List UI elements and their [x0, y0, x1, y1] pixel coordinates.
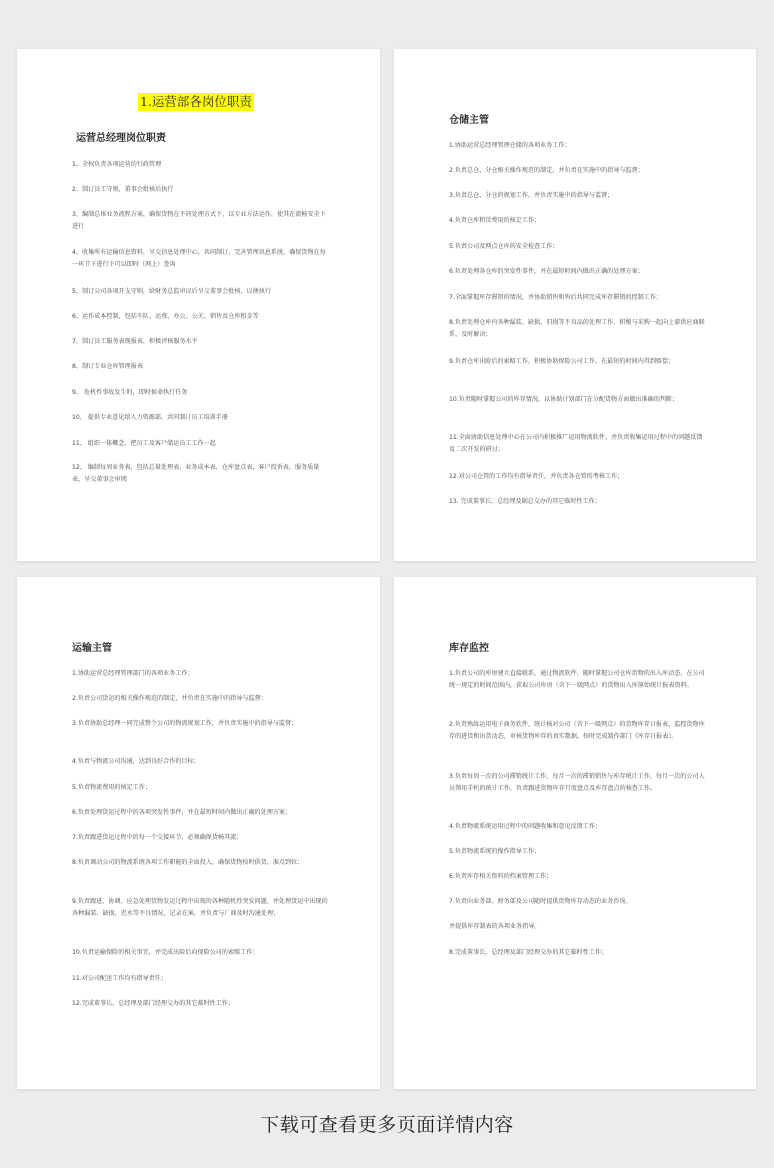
list-item: 10.负责运输保险的相关事宜，并完成出险后向保险公司的索赔工作； — [72, 949, 259, 956]
list-item: 11.全面协助信息处理中心在公司内积极推广运用物流软件，并负责收集运用过程中的问题反馈及二次开发的研讨； — [449, 434, 703, 453]
list-item: 6.负责处理货运过程中的各项突发性事件，并在最短时间内做出正确的处理方案； — [72, 809, 292, 816]
list-item: 5.负责公司及网点仓库的安全检查工作； — [449, 243, 559, 250]
list-item: 9.负责跟进、协调、应急处理货物发运过程中出现的各种随机性突发问题，并处理货运中出现的各种漏装、缺损、迟水等不良情况，记录在案，并负责与厂商及时沟通处理； — [72, 898, 328, 917]
list-item: 1.负责公司的库房建立直接联系，通过物流软件，随时掌握公司仓库货物的出入库动态，在公司统一规定的时间范围内，获取公司库房（含下一级网点）的货物出入库原始统计报表资料。 — [449, 670, 705, 689]
list-item: 6、运作成本控制，包括车队、运费、办公、公关、销售及仓库租金等 — [72, 313, 259, 320]
section-heading: 运营总经理岗位职责 — [76, 133, 166, 144]
list-item: 11、 组织一体概念，把员工及客户储运员工工作一起 — [72, 440, 216, 447]
list-item: 9、 危机性事故发生时，即时候命执行任务 — [72, 389, 188, 396]
download-more-caption: 下载可查看更多页面详情内容 — [260, 1114, 514, 1136]
list-item: 3、编制总体业务流程方案，确保货物在不同处理方式下，以专业方法运作，使其在流畅安全下进行 — [72, 211, 326, 230]
list-item: 11.对公司配送工作均有指导责任； — [72, 975, 168, 982]
list-item: 7.负责跟进货运过程中的每一个交接环节，必须确保货畅其流； — [72, 834, 243, 841]
document-page-2 — [394, 49, 756, 561]
list-item: 4.负责仓库租赁费用的核定工作； — [449, 217, 541, 224]
list-item: 8.完成董事长、总经理及部门经理交办的其它临时性工作； — [449, 949, 608, 956]
list-item: 13. 完成董事长、总经理及副总交办的其它临时性工作； — [449, 498, 601, 505]
document-title: 1.运营部各岗位职责 — [140, 94, 252, 109]
list-item: 3.负责协助总经理一同完成整个公司的物流规划工作，并负责实施中的指导与监督； — [72, 720, 298, 727]
list-item: 5、制订公司各项开支守则，给财务总监审议后呈交董事会批核，以便执行 — [72, 288, 271, 295]
section-heading: 库存监控 — [449, 643, 489, 654]
document-page-1 — [17, 49, 380, 561]
list-item: 6.负责处理各仓库的突发性事件，并在最短时间内做出正确的处理方案； — [449, 268, 644, 275]
list-item: 12.完成董事长、总经理及部门经理交办的其它临时性工作； — [72, 1000, 235, 1007]
list-item: 4.负责物流系统运用过程中的问题收集和意见反馈工作； — [449, 823, 602, 830]
section-heading: 仓储主管 — [449, 115, 489, 126]
document-page-4 — [394, 577, 756, 1089]
list-item: 8.负责调动公司的物流系统各项工作职能的全面投入，确保货物按时供货、准点到位； — [72, 859, 304, 866]
list-item: 12、 编制每周业务表，包括总量处理表，业务成本表，仓库盘点表，客户投诉表，服务质量表，呈交董事会审阅 — [72, 464, 320, 483]
list-item: 2.负责公司货运的相关操作规范的制定，并负责在实施中的指导与监督； — [72, 695, 267, 702]
list-item: 10、 提供专业意见给人力资源部，共同制订员工培训手册 — [72, 414, 228, 421]
list-item: 2.负责熟练运用电子商务软件，统计核对公司（含下一级网点）的货物库存日报表，监控货物库存的进货和出货动态，审核货物库存的真实数据，按时完成制作部门《库存日报表》。 — [449, 721, 705, 740]
list-item: 6.负责库存相关资料的档案管理工作； — [449, 873, 553, 880]
document-page-3 — [17, 577, 380, 1089]
list-item: 1.协助运营总经理管理仓储的各项业务工作； — [449, 142, 571, 149]
list-item: 并提供库存制表的各项业务指导。 — [449, 923, 541, 930]
list-item: 4.负责与物流公司沟通，达到良好合作的目标； — [72, 758, 200, 765]
list-item: 10.负责随时掌握公司的库存情况，以协助计划部门在分配货物方面做出准确的判断； — [449, 396, 679, 403]
list-item: 7.全面掌握库存滞销的情况，并协助销售和售后共同完成库存滞销的控制工作； — [449, 294, 663, 301]
list-item: 12.对公司仓管的工作均有指导责任，并负责各仓管的考核工作； — [449, 473, 624, 480]
list-item: 5.负责物流费用的核定工作； — [72, 784, 151, 791]
list-item: 2.负责总仓、分仓相关操作规范的制定，并负责在实施中的指导与监督； — [449, 167, 644, 174]
list-item: 7.负责向业务部、财务部及公司随时提供货物库存动态的业务咨询。 — [449, 898, 632, 905]
list-item: 5.负责物流系统的操作指导工作； — [449, 848, 541, 855]
list-item: 3.负责总仓、分仓的规划工作，并负责实施中的指导与监督； — [449, 192, 614, 199]
section-heading: 运输主管 — [72, 643, 112, 654]
list-item: 1、全权负责各项运营的行政管理 — [72, 161, 162, 168]
list-item: 4、收集所有运输信息资料，呈交信息处理中心，共同制订，完善管理讯息系统，确保货物在每一环节下进行下可以即时（网上）查询 — [72, 249, 326, 268]
list-item: 8、制订专业仓库管理报表 — [72, 363, 143, 370]
list-item: 8.负责处理仓库内各种漏装、缺损、旧损等不良品的处理工作，积极与采购一起向上游供应商联系，及时解决； — [449, 319, 705, 338]
list-item: 7、制订员工服务表现报表，积极评核服务水平 — [72, 338, 198, 345]
list-item: 2、制订员工守则，董事会批核后执行 — [72, 186, 174, 193]
list-item: 9.负责仓库出险后的索赔工作，积极协助保险公司工作，在最短的时间内得到赔偿； — [449, 358, 675, 365]
list-item: 3.负责每周一次的公司滞销统计工作，每月一次的滞销销售与库存统计工作，每月一次的公司人员领用手机的统计工作，负责跟进货物库存月度盘点及库存盘点的核查工作。 — [449, 773, 705, 792]
list-item: 1.协助运营总经理管理部门的各项业务工作； — [72, 670, 194, 677]
